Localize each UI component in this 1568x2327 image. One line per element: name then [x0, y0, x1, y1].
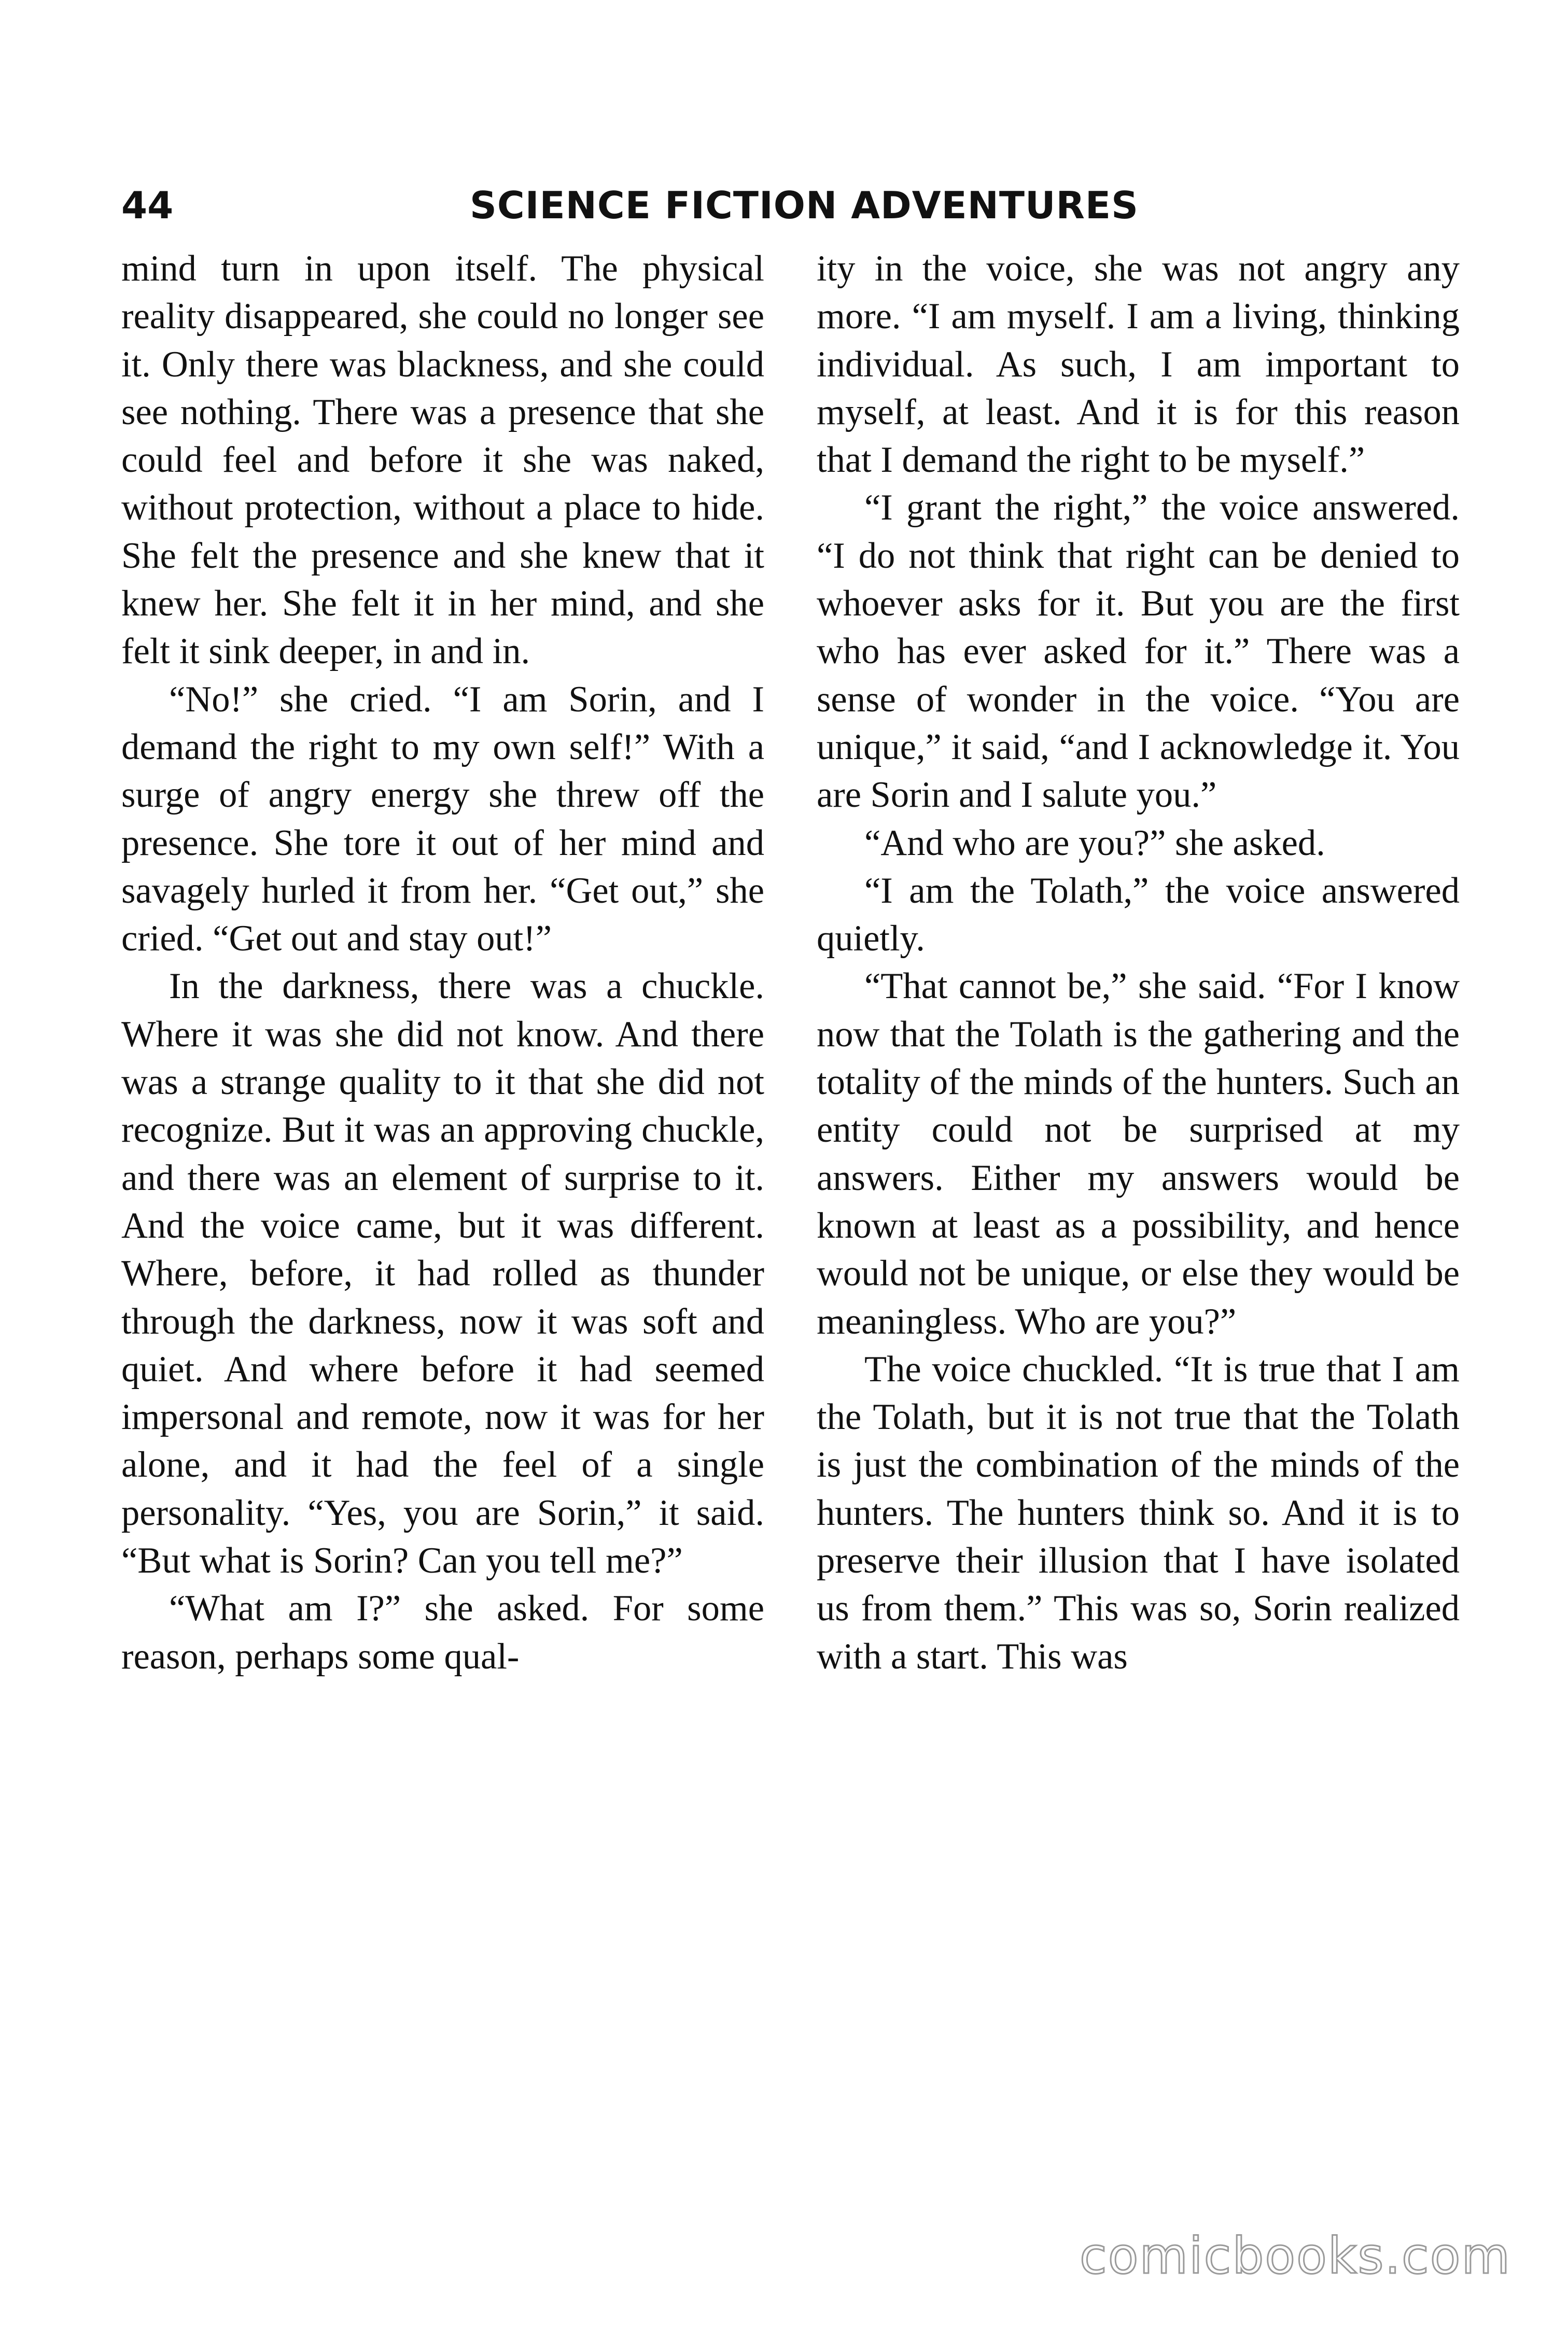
page-header [121, 174, 1447, 236]
paragraph: “No!” she cried. “I am Sorin, and I demand the right to my own self!” With a surge of angry energy she threw off the presence. She tore it out of her mind and savagely hurled it from her. “Get out,” she cried. “Get out and stay out!” [121, 679, 764, 959]
paragraph: “And who are you?” she asked. [864, 822, 1325, 863]
paragraph: “What am I?” she asked. For some reason, perhaps some qual- [121, 1588, 764, 1677]
right-column [817, 245, 1460, 1680]
paragraph: The voice chuckled. “It is true that I am the Tolath, but it is not true that the Tolath is just the combination of the minds of the hunters. The hunters think so. And it is to preserve their illusion that I have isolated us from them.” This was so, Sorin realized with a start. This was [817, 1349, 1460, 1677]
paragraph: ity in the voice, she was not angry any more. “I am myself. I am a living, thinking individual. As such, I am important to myself, at least. And it is for this reason that I demand the right to be myself.” [817, 248, 1460, 481]
paragraph: “I am the Tolath,” the voice answered quietly. [817, 870, 1460, 959]
paragraph: In the darkness, there was a chuckle. Where it was she did not know. And there was a strange quality to it that she did not recognize. But it was an approving chuckle, and there was an element of surprise to it. And the voice came, but it was different. Where, before, it had rolled as thunder through the darkness, now it was soft and quiet. And where before it had seemed impersonal and remote, now it was for her alone, and it had the feel of a single personality. “Yes, you are Sorin,” it said. “But what is Sorin? Can you tell me?” [121, 966, 764, 1581]
watermark-logo: comicbooks.com [1079, 2227, 1511, 2285]
running-title: SCIENCE FICTION ADVENTURES [470, 184, 1139, 227]
paragraph: mind turn in upon itself. The physical reality disappeared, she could no longer see it. Only there was blackness, and she could see nothing. There was a presence that she could feel and before it she was naked, without protection, without a place to hide. She felt the presence and she knew that it knew her. She felt it in her mind, and she felt it sink deeper, in and in. [121, 248, 764, 672]
page-number: 44 [121, 184, 174, 227]
paragraph: “I grant the right,” the voice answered. “I do not think that right can be denied to whoever asks for it. But you are the first who has ever asked for it.” There was a sense of wonder in the voice. “You are unique,” it said, “and I acknowledge it. You are Sorin and I salute you.” [817, 487, 1460, 816]
left-column [121, 245, 764, 1680]
paragraph: “That cannot be,” she said. “For I know now that the Tolath is the gathering and the totality of the minds of the hunters. Such an entity could not be surprised at my answers. Either my answers would be known at least as a possibility, and hence would not be unique, or else they would be meaningless. Who are you?” [817, 966, 1460, 1342]
